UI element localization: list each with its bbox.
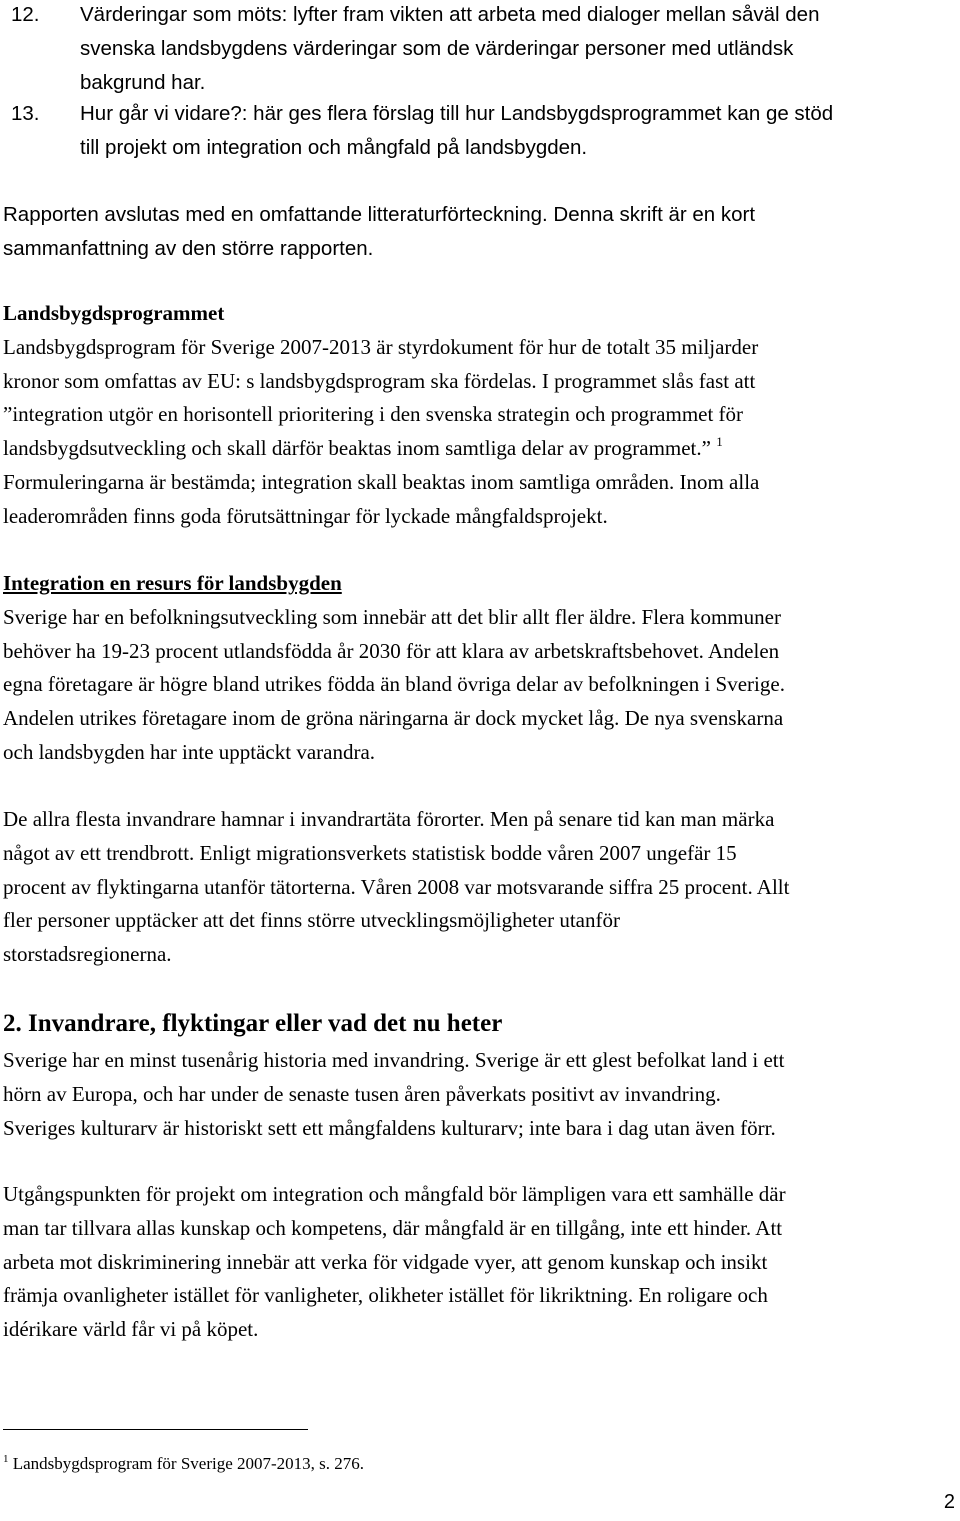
paragraph-line: sammanfattning av den större rapporten. [3,236,374,260]
intro-paragraph [3,198,958,266]
paragraph-line: Utgångspunkten för projekt om integration och mångfald bör lämpligen vara ett samhälle där [3,1182,786,1206]
section-integration [3,567,958,770]
paragraph-line: De allra flesta invandrare hamnar i invandrartäta förorter. Men på senare tid kan man märka [3,807,775,831]
list-item-line: Värderingar som möts: lyfter fram vikten att arbeta med dialoger mellan såväl den [80,3,820,26]
paragraph-line: fler personer upptäcker att det finns större utvecklingsmöjligheter utanför [3,908,620,933]
list-item-line: till projekt om integration och mångfald på landsbygden. [80,135,588,159]
list-item-line: Hur går vi vidare?: här ges flera förslag till hur Landsbygdsprogrammet kan ge stöd [80,102,834,125]
footnote-text: Landsbygdsprogram för Sverige 2007-2013, s. 276. [12,1454,365,1473]
paragraph-line: Landsbygdsprogram för Sverige 2007-2013 är styrdokument för hur de totalt 35 miljarder [3,334,759,359]
section-heading: Integration en resurs för landsbygden [3,571,342,595]
list-item-line: bakgrund har. [80,70,206,94]
paragraph-line: man tar tillvara allas kunskap och kompetens, där mångfald är en tillgång, inte ett hinder. Att [3,1215,783,1240]
footnote-divider [3,1429,308,1430]
list-item [3,0,953,99]
paragraph-line: storstadsregionerna. [3,942,172,967]
footnote-reference[interactable]: 1 [716,434,723,450]
paragraph-line: främja ovanligheter istället för vanligheter, olikheter istället för likriktning. En roligare och [3,1283,768,1308]
paragraph-line: hörn av Europa, och har under de senaste tusen åren påverkats positivt av invandring. [3,1081,721,1106]
paragraph-line: idérikare värld får vi på köpet. [3,1317,259,1342]
paragraph-line: Formuleringarna är bestämda; integration skall beaktas inom samtliga områden. Inom alla [3,469,760,494]
paragraph-line: Sverige har en befolkningsutveckling som innebär att det blir allt fler äldre. Flera kommuner [3,604,781,629]
list-item-number: 13. [11,102,40,125]
paragraph-line: landsbygdsutveckling och skall därför beaktas inom samtliga delar av programmet.” [3,436,711,461]
list-item [3,97,953,165]
paragraph-line: leaderområden finns goda förutsättningar för lyckade mångfaldsprojekt. [3,503,608,528]
paragraph-line: ”integration utgör en horisontell prioritering i den svenska strategin och programmet för [3,402,744,427]
paragraph-invandrare [3,803,958,972]
chapter-2-paragraph [3,1044,958,1145]
section-landsbygdsprogrammet [3,297,958,534]
list-item-line: svenska landsbygdens värderingar som de värderingar personer med utländsk [80,36,794,60]
chapter-heading: 2. Invandrare, flyktingar eller vad det nu heter [3,1010,503,1037]
footnote [3,1452,364,1476]
paragraph-line: Rapporten avslutas med en omfattande litteraturförteckning. Denna skrift är en kort [3,203,756,226]
section-heading: Landsbygdsprogrammet [3,301,225,325]
paragraph-line: egna företagare är högre bland utrikes födda än bland övriga delar av befolkningen i Sverige. [3,672,785,697]
paragraph-line: procent av flyktingarna utanför tätorterna. Våren 2008 var motsvarande siffra 25 procent. Allt [3,874,790,899]
paragraph-line: Sverige har en minst tusenårig historia med invandring. Sverige är ett glest befolkat land i ett [3,1048,785,1072]
paragraph-utgangspunkten [3,1178,958,1347]
paragraph-line: arbeta mot diskriminering innebär att verka för vidgade vyer, att genom kunskap och insikt [3,1249,768,1274]
paragraph-line: behöver ha 19-23 procent utlandsfödda år 2030 för att klara av arbetskraftsbehovet. Andelen [3,638,780,663]
paragraph-line: och landsbygden har inte upptäckt varandra. [3,739,376,764]
paragraph-line: Sveriges kulturarv är historiskt sett ett mångfaldens kulturarv; inte bara i dag utan även förr. [3,1115,776,1140]
page-number: 2 [943,1491,955,1513]
footnote-number: 1 [3,1453,9,1465]
paragraph-line-with-footnote [3,432,958,466]
paragraph-line: kronor som omfattas av EU: s landsbygdsprogram ska fördelas. I programmet slås fast att [3,368,756,393]
paragraph-line: Andelen utrikes företagare inom de gröna näringarna är dock mycket låg. De nya svenskarna [3,706,784,731]
list-item-number: 12. [11,3,40,26]
paragraph-line: något av ett trendbrott. Enligt migrationsverkets statistisk bodde våren 2007 ungefär 15 [3,840,737,865]
